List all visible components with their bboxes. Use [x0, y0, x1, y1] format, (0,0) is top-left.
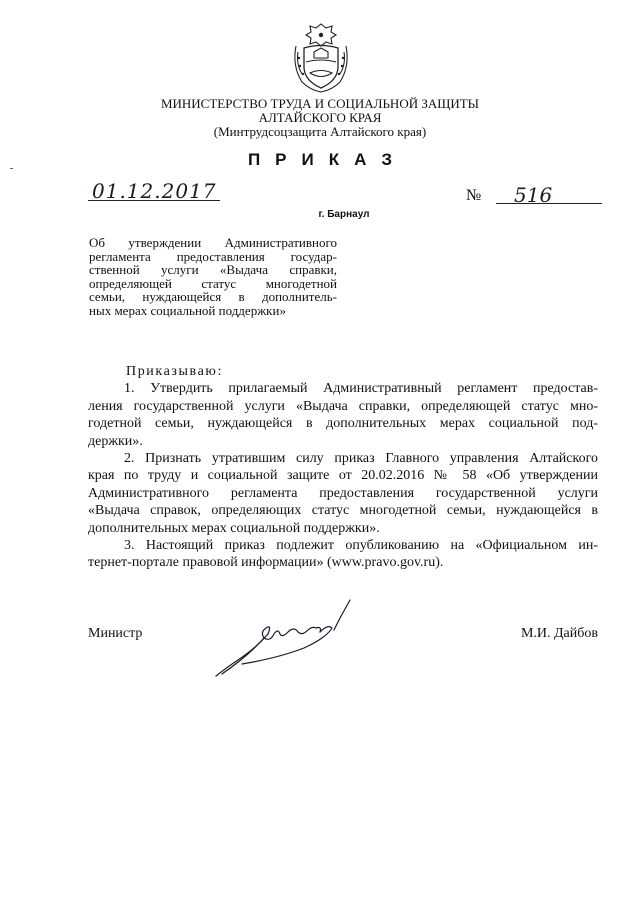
signer-position: Министр — [88, 626, 143, 641]
ministry-short-name: (Минтрудсоцзащита Алтайского края) — [213, 124, 427, 139]
ministry-name-line1: МИНИСТЕРСТВО ТРУДА И СОЦИАЛЬНОЙ ЗАЩИТЫ — [160, 96, 480, 111]
paragraph-2-line: 2. Признать утратившим силу приказ Главного управления Алтайского — [124, 451, 598, 467]
paragraph-2-line: края по труду и социальной защите от 20.02.2016 № 58 «Об утверждении — [88, 468, 598, 484]
paragraph-1-line: годетной семьи, нуждающейся в дополнительных мерах социальной под- — [88, 416, 598, 432]
subject-line: регламента предоставления государ- — [89, 248, 337, 264]
order-body — [88, 363, 598, 572]
margin-mark — [10, 168, 13, 169]
order-subject — [89, 236, 337, 318]
subject-line: семьи, нуждающейся в дополнитель- — [89, 289, 337, 305]
paragraph-1-line: 1. Утвердить прилагаемый Административный регламент предостав- — [124, 381, 598, 397]
paragraph-3-line: тернет-портале правовой информации» (www.pravo.gov.ru). — [88, 555, 444, 571]
order-directive: Приказываю: — [126, 364, 223, 379]
paragraph-3-line: 3. Настоящий приказ подлежит опубликованию на «Официальном ин- — [124, 538, 598, 554]
handwritten-signature — [208, 598, 358, 680]
order-date: 01.12.2017 — [92, 179, 217, 203]
document-title: ПРИКАЗ — [247, 150, 408, 169]
date-underline — [88, 200, 220, 201]
order-number: 516 — [514, 183, 553, 207]
paragraph-2-line: «Выдача справок, определяющих статус многодетной семьи, нуждающейся в — [88, 503, 598, 519]
subject-line: ных мерах социальной поддержки» — [89, 302, 286, 318]
paragraph-1-line: держки». — [88, 433, 143, 449]
number-label: № — [466, 187, 482, 204]
subject-line: Об утверждении Административного — [89, 235, 337, 250]
paragraph-2-line: дополнительных мерах социальной поддержки». — [88, 520, 380, 536]
paragraph-2-line: Административного регламента предоставления государственной услуги — [88, 485, 598, 501]
signer-name: М.И. Дайбов — [520, 626, 598, 641]
ministry-name-line2: АЛТАЙСКОГО КРАЯ — [258, 110, 382, 125]
paragraph-1-line: ления государственной услуги «Выдача справки, определяющей статус мно- — [88, 398, 598, 414]
city-name: г. Барнаул — [318, 209, 370, 220]
coat-of-arms-emblem — [290, 18, 352, 94]
subject-line: ственной услуги «Выдача справки, — [89, 262, 337, 278]
number-underline — [496, 203, 602, 204]
subject-line: определяющей статус многодетной — [89, 275, 337, 291]
